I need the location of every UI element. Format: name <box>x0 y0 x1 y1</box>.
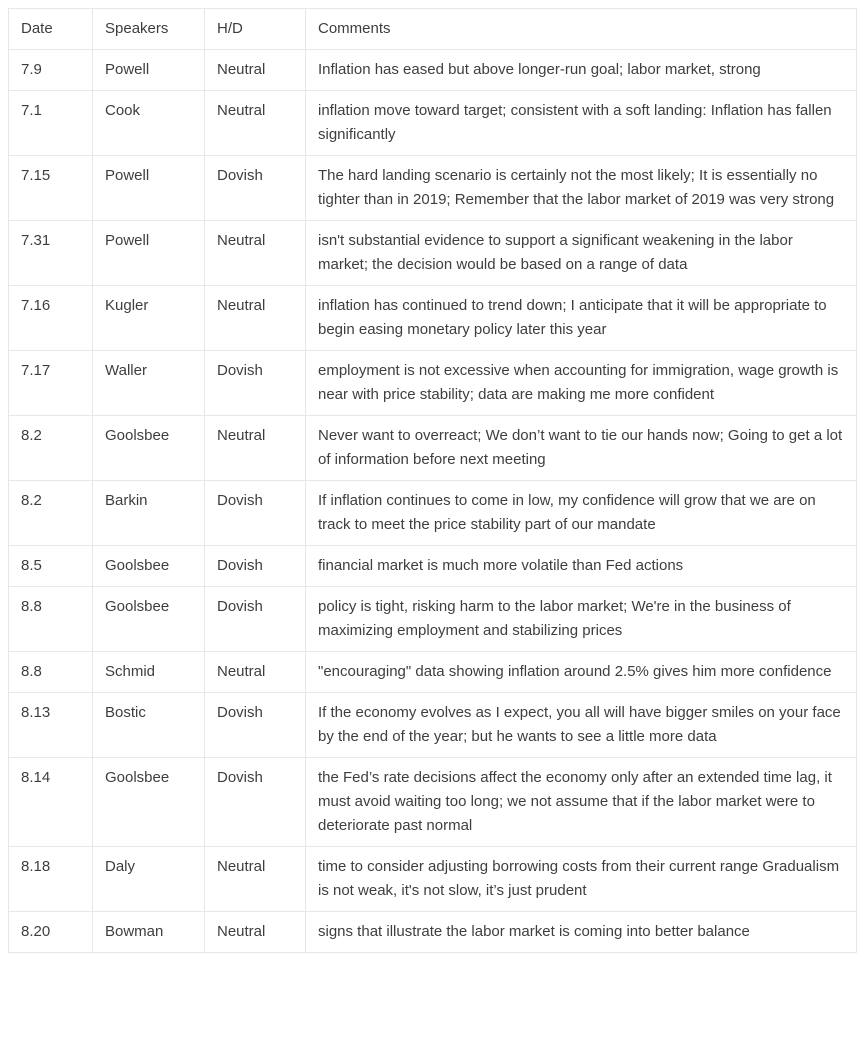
cell-hd: Dovish <box>205 351 306 416</box>
cell-comment: Never want to overreact; We don’t want to tie our hands now; Going to get a lot of information before next meeting <box>306 416 857 481</box>
cell-comment: financial market is much more volatile than Fed actions <box>306 546 857 587</box>
cell-speaker: Goolsbee <box>93 758 205 847</box>
cell-date: 8.5 <box>9 546 93 587</box>
column-header-speaker: Speakers <box>93 9 205 50</box>
cell-speaker: Goolsbee <box>93 546 205 587</box>
cell-date: 8.20 <box>9 912 93 953</box>
cell-date: 8.2 <box>9 416 93 481</box>
cell-comment: signs that illustrate the labor market is coming into better balance <box>306 912 857 953</box>
table-row <box>9 912 857 953</box>
fed-speakers-table <box>8 8 857 953</box>
cell-hd: Neutral <box>205 91 306 156</box>
cell-hd: Dovish <box>205 587 306 652</box>
table-row <box>9 652 857 693</box>
table-row <box>9 416 857 481</box>
table-row <box>9 221 857 286</box>
cell-hd: Neutral <box>205 221 306 286</box>
column-header-hd: H/D <box>205 9 306 50</box>
cell-comment: time to consider adjusting borrowing costs from their current range Gradualism is not weak, it's not slow, it’s just prudent <box>306 847 857 912</box>
cell-speaker: Schmid <box>93 652 205 693</box>
cell-speaker: Powell <box>93 156 205 221</box>
cell-speaker: Goolsbee <box>93 587 205 652</box>
cell-date: 8.14 <box>9 758 93 847</box>
cell-hd: Neutral <box>205 652 306 693</box>
cell-comment: If the economy evolves as I expect, you all will have bigger smiles on your face by the end of the year; but he wants to see a little more data <box>306 693 857 758</box>
cell-hd: Dovish <box>205 758 306 847</box>
table-row <box>9 758 857 847</box>
cell-date: 8.8 <box>9 652 93 693</box>
table-row <box>9 156 857 221</box>
table-row <box>9 50 857 91</box>
cell-date: 7.15 <box>9 156 93 221</box>
cell-speaker: Barkin <box>93 481 205 546</box>
cell-comment: "encouraging" data showing inflation around 2.5% gives him more confidence <box>306 652 857 693</box>
cell-comment: inflation move toward target; consistent with a soft landing: Inflation has fallen significantly <box>306 91 857 156</box>
cell-date: 8.2 <box>9 481 93 546</box>
cell-date: 7.1 <box>9 91 93 156</box>
cell-comment: If inflation continues to come in low, my confidence will grow that we are on track to meet the price stability part of our mandate <box>306 481 857 546</box>
cell-comment: inflation has continued to trend down; I anticipate that it will be appropriate to begin easing monetary policy later this year <box>306 286 857 351</box>
table-row <box>9 847 857 912</box>
table-row <box>9 693 857 758</box>
cell-hd: Neutral <box>205 847 306 912</box>
table-row <box>9 587 857 652</box>
cell-date: 7.9 <box>9 50 93 91</box>
cell-speaker: Powell <box>93 221 205 286</box>
cell-hd: Dovish <box>205 481 306 546</box>
table-row <box>9 546 857 587</box>
cell-speaker: Powell <box>93 50 205 91</box>
table-row <box>9 481 857 546</box>
cell-hd: Dovish <box>205 693 306 758</box>
cell-date: 8.13 <box>9 693 93 758</box>
cell-hd: Neutral <box>205 912 306 953</box>
table-body <box>9 50 857 953</box>
cell-date: 7.17 <box>9 351 93 416</box>
cell-comment: policy is tight, risking harm to the labor market; We're in the business of maximizing employment and stabilizing prices <box>306 587 857 652</box>
cell-speaker: Goolsbee <box>93 416 205 481</box>
cell-date: 8.18 <box>9 847 93 912</box>
cell-hd: Neutral <box>205 416 306 481</box>
cell-hd: Dovish <box>205 546 306 587</box>
cell-speaker: Bostic <box>93 693 205 758</box>
cell-date: 7.31 <box>9 221 93 286</box>
cell-date: 7.16 <box>9 286 93 351</box>
cell-speaker: Daly <box>93 847 205 912</box>
cell-comment: The hard landing scenario is certainly not the most likely; It is essentially no tighter than in 2019; Remember that the labor market of 2019 was very strong <box>306 156 857 221</box>
cell-hd: Dovish <box>205 156 306 221</box>
cell-comment: isn't substantial evidence to support a significant weakening in the labor market; the decision would be based on a range of data <box>306 221 857 286</box>
column-header-comment: Comments <box>306 9 857 50</box>
table-row <box>9 91 857 156</box>
cell-speaker: Waller <box>93 351 205 416</box>
table-row <box>9 286 857 351</box>
column-header-date: Date <box>9 9 93 50</box>
cell-comment: the Fed’s rate decisions affect the economy only after an extended time lag, it must avoid waiting too long; we not assume that if the labor market were to deteriorate past normal <box>306 758 857 847</box>
cell-speaker: Kugler <box>93 286 205 351</box>
table-header-row <box>9 9 857 50</box>
cell-comment: Inflation has eased but above longer-run goal; labor market, strong <box>306 50 857 91</box>
cell-speaker: Cook <box>93 91 205 156</box>
cell-date: 8.8 <box>9 587 93 652</box>
table-row <box>9 351 857 416</box>
cell-speaker: Bowman <box>93 912 205 953</box>
cell-comment: employment is not excessive when accounting for immigration, wage growth is near with price stability; data are making me more confident <box>306 351 857 416</box>
cell-hd: Neutral <box>205 286 306 351</box>
cell-hd: Neutral <box>205 50 306 91</box>
